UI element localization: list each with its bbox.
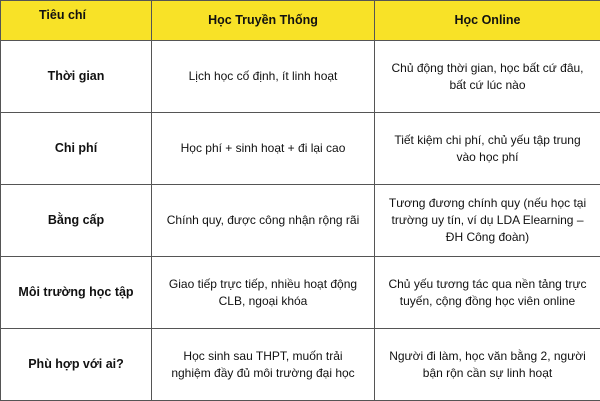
header-traditional: Học Truyền Thống [152,1,375,41]
traditional-cell: Giao tiếp trực tiếp, nhiều hoạt động CLB, ngoại khóa [152,257,375,329]
traditional-cell: Học sinh sau THPT, muốn trải nghiệm đầy đủ môi trường đại học [152,329,375,401]
traditional-cell: Chính quy, được công nhận rộng rãi [152,185,375,257]
table-body [1,41,600,401]
criteria-cell: Bằng cấp [1,185,152,257]
header-online: Học Online [375,1,600,41]
criteria-cell: Môi trường học tập [1,257,152,329]
header-criteria: Tiêu chí [1,1,152,41]
traditional-cell: Lịch học cố định, ít linh hoạt [152,41,375,113]
online-cell: Người đi làm, học văn bằng 2, người bận rộn cần sự linh hoạt [375,329,600,401]
criteria-cell: Thời gian [1,41,152,113]
online-cell: Tương đương chính quy (nếu học tại trường uy tín, ví dụ LDA Elearning – ĐH Công đoàn) [375,185,600,257]
criteria-cell: Phù hợp với ai? [1,329,152,401]
traditional-cell: Học phí + sinh hoạt + đi lại cao [152,113,375,185]
criteria-cell: Chi phí [1,113,152,185]
online-cell: Chủ yếu tương tác qua nền tảng trực tuyến, cộng đồng học viên online [375,257,600,329]
online-cell: Chủ động thời gian, học bất cứ đâu, bất cứ lúc nào [375,41,600,113]
table-row [1,185,600,257]
header-row [1,1,600,41]
table-header [1,1,600,41]
table-row [1,41,600,113]
online-cell: Tiết kiệm chi phí, chủ yếu tập trung vào học phí [375,113,600,185]
table-row [1,113,600,185]
table-row [1,257,600,329]
table-row [1,329,600,401]
